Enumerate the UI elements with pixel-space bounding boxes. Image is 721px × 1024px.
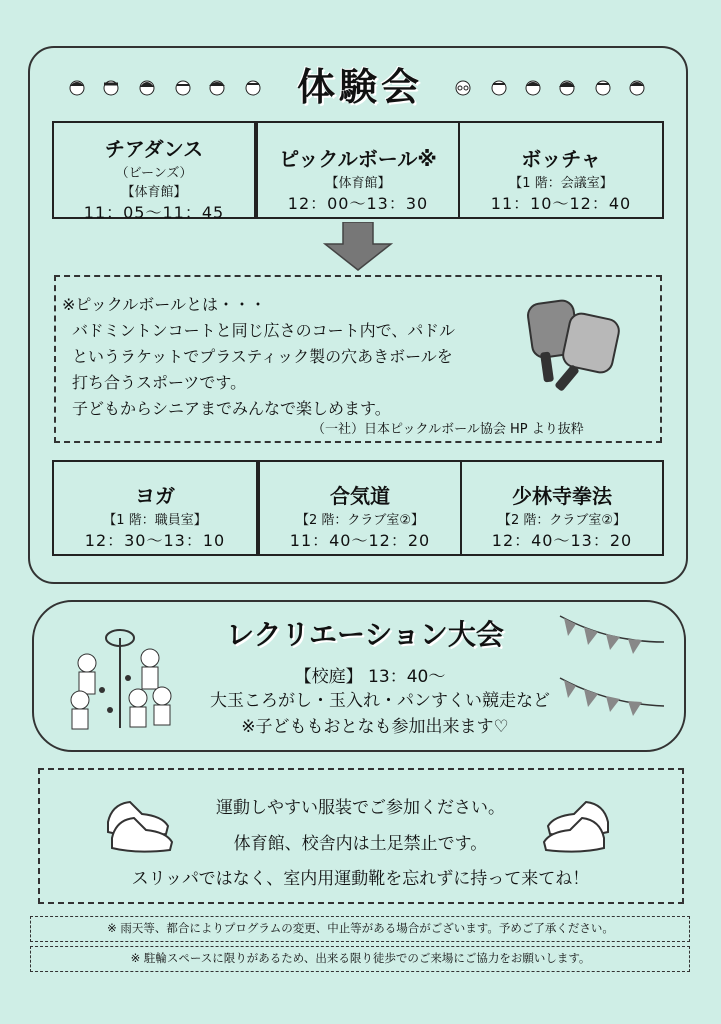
child-face-icon bbox=[100, 78, 122, 96]
program-yoga bbox=[52, 460, 258, 556]
note-line: というラケットでプラスティック製の穴あきボールを bbox=[72, 347, 453, 366]
note-line: 子どもからシニアまでみんなで楽しめます。 bbox=[72, 399, 391, 418]
child-face-icon bbox=[626, 78, 648, 96]
program-boccia bbox=[458, 121, 664, 219]
child-face-icon bbox=[206, 78, 228, 96]
program-name: 少林寺拳法 bbox=[512, 484, 612, 508]
bunting-flags-icon bbox=[558, 612, 668, 732]
program-time: 12：30〜13：10 bbox=[84, 531, 226, 550]
recreation-title: レクリエーション大会 bbox=[226, 618, 504, 651]
program-time: 12：40〜13：20 bbox=[491, 531, 633, 550]
program-shorinji-kempo bbox=[460, 460, 664, 556]
program-time: 11：10〜12：40 bbox=[490, 194, 632, 213]
taiken-title: 体験会 bbox=[296, 65, 423, 109]
program-place: 【2 階：クラブ室②】 bbox=[497, 513, 627, 528]
child-face-icon bbox=[452, 78, 474, 96]
program-place: 【2 階：クラブ室②】 bbox=[295, 513, 425, 528]
child-face-icon bbox=[136, 78, 158, 96]
footnote-line: ※ 駐輪スペースに限りがあるため、出来る限り徒歩でのご来場にご協力をお願いします。 bbox=[130, 951, 591, 965]
child-face-icon bbox=[556, 78, 578, 96]
child-face-icon bbox=[66, 78, 88, 96]
notice-line: 体育館、校舎内は土足禁止です。 bbox=[233, 834, 488, 854]
program-place: 【体育館】 bbox=[121, 185, 187, 200]
recreation-note: ※子どももおとなも参加出来ます♡ bbox=[241, 717, 509, 737]
program-aikido bbox=[258, 460, 462, 556]
program-name: ヨガ bbox=[135, 484, 175, 508]
program-time: 11：05〜11：45 bbox=[83, 203, 225, 222]
program-cheer-dance bbox=[52, 121, 256, 222]
notice-line: 運動しやすい服装でご参加ください。 bbox=[216, 798, 505, 818]
program-name: ピックルボール※ bbox=[279, 147, 437, 171]
program-sub: （ビーンズ） bbox=[115, 166, 193, 181]
child-face-icon bbox=[488, 78, 510, 96]
program-name: ボッチャ bbox=[521, 147, 601, 171]
sneakers-icon bbox=[538, 792, 614, 854]
note-line: バドミントンコートと同じ広さのコート内で、パドル bbox=[72, 321, 456, 340]
program-name: チアダンス bbox=[104, 137, 204, 161]
child-face-icon bbox=[592, 78, 614, 96]
footnote-line: ※ 雨天等、都合によりプログラムの変更、中止等がある場合がございます。予めご了承ください。 bbox=[107, 921, 614, 935]
program-pickleball bbox=[256, 121, 460, 219]
program-place: 【1 階：会議室】 bbox=[509, 176, 613, 191]
program-time: 11：40〜12：20 bbox=[289, 531, 431, 550]
program-place: 【1 階：職員室】 bbox=[103, 513, 207, 528]
paddle-icon bbox=[520, 298, 625, 393]
child-face-icon bbox=[172, 78, 194, 96]
program-time: 12：00〜13：30 bbox=[287, 194, 429, 213]
program-place: 【体育館】 bbox=[325, 176, 391, 191]
note-line: ※ピックルボールとは・・・ bbox=[62, 295, 266, 314]
child-face-icon bbox=[522, 78, 544, 96]
recreation-events: 大玉ころがし・玉入れ・パンすくい競走など bbox=[210, 691, 550, 711]
sneakers-icon bbox=[102, 792, 178, 854]
down-arrow-icon bbox=[323, 222, 393, 272]
child-face-icon bbox=[242, 78, 264, 96]
kids-playing-icon bbox=[62, 618, 182, 733]
notice-line: スリッパではなく、室内用運動靴を忘れずに持って来てね！ bbox=[131, 869, 590, 889]
program-name: 合気道 bbox=[330, 484, 390, 508]
recreation-time: 【校庭】 13：40〜 bbox=[294, 667, 446, 687]
note-line: 打ち合うスポーツです。 bbox=[72, 373, 247, 392]
note-source: （一社）日本ピックルボール協会 HP より抜粋 bbox=[312, 422, 584, 437]
